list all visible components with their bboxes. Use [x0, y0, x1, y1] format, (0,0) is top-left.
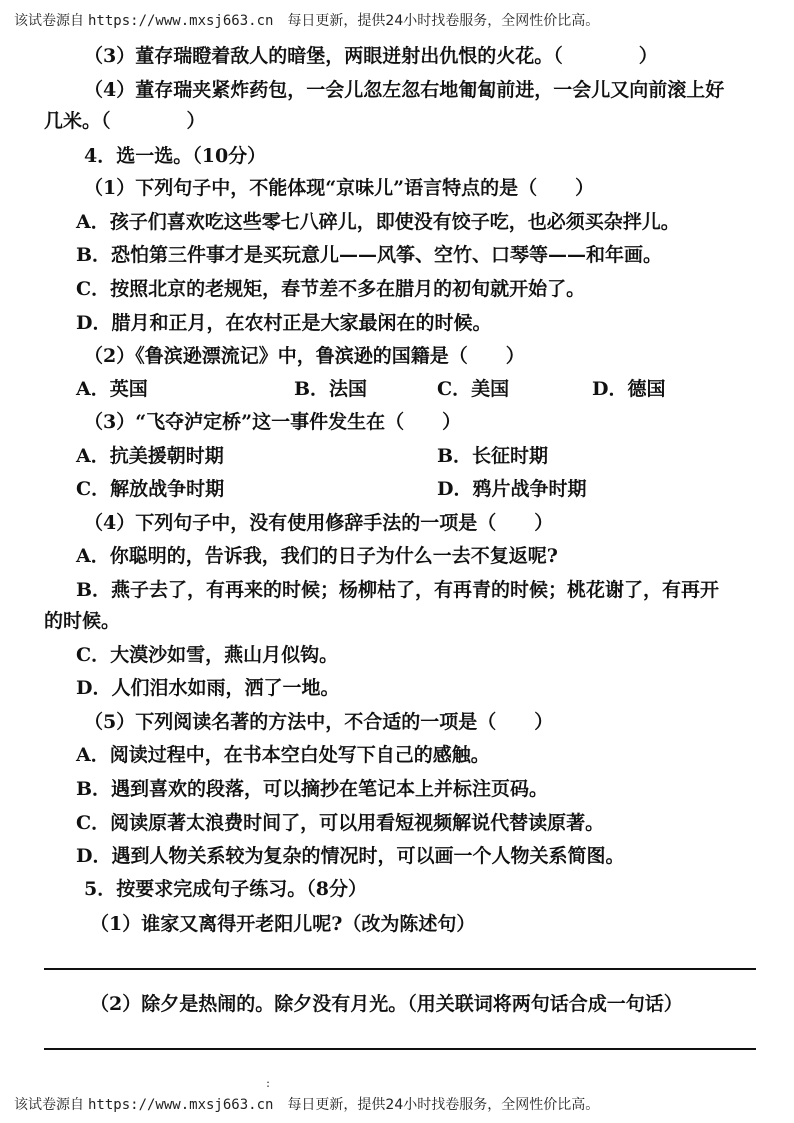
answer-line-5-1[interactable] — [44, 968, 756, 970]
question-4-1: （1）下列句子中，不能体现“京味儿”语言特点的是（ ） — [84, 177, 595, 199]
question-4-4-option-d: D．人们泪水如雨，洒了一地。 — [76, 677, 340, 699]
question-4-5-option-c: C．阅读原著太浪费时间了，可以用看短视频解说代替读原著。 — [76, 812, 605, 834]
question-4-3-option-d: D．鸦片战争时期 — [437, 478, 587, 500]
question-4-4: （4）下列句子中，没有使用修辞手法的一项是（ ） — [84, 512, 554, 534]
question-4-4-option-b-line2: 的时候。 — [44, 610, 121, 632]
question-4-4-option-b-line1: B．燕子去了，有再来的时候；杨柳枯了，有再青的时候；桃花谢了，有再开 — [76, 579, 720, 601]
source-banner-top — [14, 10, 599, 30]
question-4-3-option-b: B．长征时期 — [437, 445, 549, 467]
banner-prefix: 该试卷源自 — [14, 1097, 84, 1113]
question-4-2-option-d: D．德国 — [592, 378, 666, 400]
banner-url-link[interactable]: https://www.mxsj663.cn — [88, 13, 274, 29]
question-4-heading: 4．选一选。（10分） — [84, 145, 267, 167]
banner-url-link[interactable]: https://www.mxsj663.cn — [88, 1097, 274, 1113]
question-4-1-option-d: D．腊月和正月，在农村正是大家最闲在的时候。 — [76, 312, 492, 334]
scan-mark: : — [266, 1076, 271, 1090]
question-4-3-option-a: A．抗美援朝时期 — [76, 445, 224, 467]
question-3-4-line1: （4）董存瑞夹紧炸药包，一会儿忽左忽右地匍匐前进，一会儿又向前滚上好 — [84, 79, 725, 101]
banner-prefix: 该试卷源自 — [14, 13, 84, 29]
source-banner-bottom — [14, 1094, 599, 1114]
question-3-4-line2: 几米。（ ） — [44, 110, 206, 132]
question-3-3: （3）董存瑞瞪着敌人的暗堡，两眼迸射出仇恨的火花。（ ） — [84, 45, 658, 67]
question-4-2-option-b: B．法国 — [294, 378, 368, 400]
question-4-4-option-c: C．大漠沙如雪，燕山月似钩。 — [76, 644, 339, 666]
question-4-5-option-d: D．遇到人物关系较为复杂的情况时，可以画一个人物关系简图。 — [76, 845, 625, 867]
question-4-5-option-b: B．遇到喜欢的段落，可以摘抄在笔记本上并标注页码。 — [76, 778, 549, 800]
question-4-1-option-c: C．按照北京的老规矩，春节差不多在腊月的初旬就开始了。 — [76, 278, 586, 300]
question-4-5: （5）下列阅读名著的方法中，不合适的一项是（ ） — [84, 711, 554, 733]
question-4-3: （3）“飞夺泸定桥”这一事件发生在（ ） — [84, 411, 462, 433]
banner-suffix: 每日更新，提供24小时找卷服务，全网性价比高。 — [287, 13, 600, 29]
question-4-2-option-c: C．美国 — [437, 378, 510, 400]
question-5-1: （1）谁家又离得开老阳儿呢?（改为陈述句） — [90, 913, 476, 935]
question-4-4-option-a: A．你聪明的，告诉我，我们的日子为什么一去不复返呢? — [76, 545, 558, 567]
banner-suffix: 每日更新，提供24小时找卷服务，全网性价比高。 — [287, 1097, 600, 1113]
question-4-5-option-a: A．阅读过程中，在书本空白处写下自己的感触。 — [76, 744, 490, 766]
answer-line-5-2[interactable] — [44, 1048, 756, 1050]
question-4-1-option-b: B．恐怕第三件事才是买玩意儿——风筝、空竹、口琴等——和年画。 — [76, 244, 663, 266]
question-4-2-option-a: A．英国 — [76, 378, 148, 400]
question-5-heading: 5．按要求完成句子练习。（8分） — [84, 878, 367, 900]
question-4-2: （2）《鲁滨逊漂流记》中，鲁滨逊的国籍是（ ） — [84, 345, 525, 367]
question-4-1-option-a: A．孩子们喜欢吃这些零七八碎儿，即使没有饺子吃，也必须买杂拌儿。 — [76, 211, 680, 233]
question-5-2: （2）除夕是热闹的。除夕没有月光。（用关联词将两句话合成一句话） — [90, 993, 683, 1015]
question-4-3-option-c: C．解放战争时期 — [76, 478, 225, 500]
